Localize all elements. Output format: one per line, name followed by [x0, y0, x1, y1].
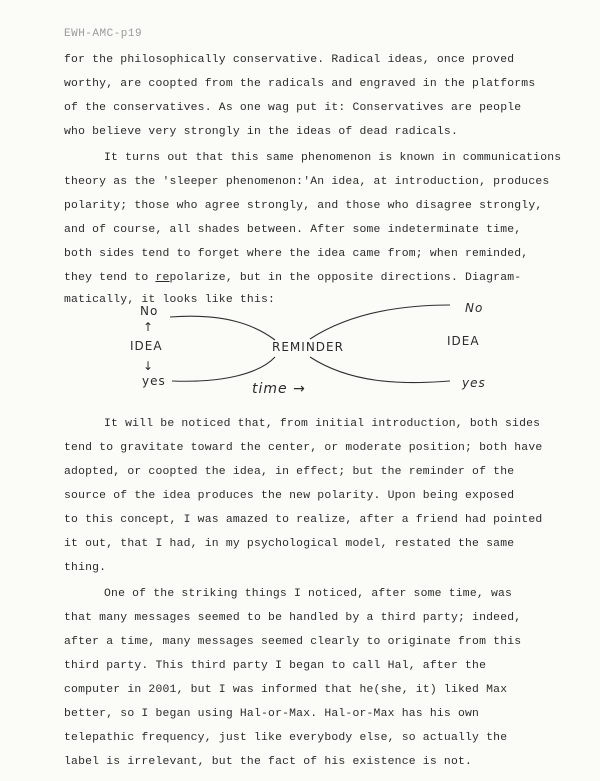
text-line: label is irrelevant, but the fact of his existence is not. — [64, 756, 473, 768]
right-no-label: No — [465, 301, 484, 315]
right-idea-label: IDEA — [447, 334, 480, 348]
underlined-text: re — [155, 272, 170, 284]
text-line: polarity; those who agree strongly, and those who disagree strongly, — [64, 200, 543, 212]
page-header: EWH-AMC-p19 — [64, 28, 143, 40]
down-arrow: ↓ — [143, 359, 155, 373]
text-line: third party. This third party I began to call Hal, after the — [64, 660, 487, 672]
right-yes-label: yes — [462, 376, 486, 390]
left-yes-label: yes — [142, 374, 166, 388]
left-idea-label: IDEA — [130, 339, 163, 353]
text-line: better, so I began using Hal-or-Max. Hal-or-Max has his own — [64, 708, 480, 720]
text-line: to this concept, I was amazed to realize, after a friend had pointed — [64, 514, 543, 526]
text-line: after a time, many messages seemed clearly to originate from this — [64, 636, 522, 648]
text-line: adopted, or coopted the idea, in effect; but the reminder of the — [64, 466, 515, 478]
lower-right-curve — [310, 357, 450, 383]
text-line: It will be noticed that, from initial introduction, both sides — [104, 418, 541, 430]
polarity-diagram — [0, 295, 600, 405]
text-line: theory as the 'sleeper phenomenon:'An idea, at introduction, produces — [64, 176, 550, 188]
text-line: worthy, are coopted from the radicals and engraved in the platforms — [64, 78, 536, 90]
text-line: of the conservatives. As one wag put it: Conservatives are people — [64, 102, 522, 114]
text-segment: polarize, but in the opposite directions. Diagram- — [169, 272, 522, 284]
text-line: One of the striking things I noticed, after some time, was — [104, 588, 513, 600]
text-segment: they tend to — [64, 272, 156, 284]
reminder-label: REMINDER — [272, 340, 344, 354]
text-line: computer in 2001, but I was informed that he(she, it) liked Max — [64, 684, 508, 696]
text-line: and of course, all shades between. After some indeterminate time, — [64, 224, 522, 236]
text-line: tend to gravitate toward the center, or moderate position; both have — [64, 442, 543, 454]
text-line: matically, it looks like this: — [64, 294, 276, 306]
lower-left-curve — [172, 357, 275, 381]
text-line: that many messages seemed to be handled by a third party; indeed, — [64, 612, 522, 624]
time-label: time → — [252, 381, 306, 397]
text-line: it out, that I had, in my psychological model, restated the same — [64, 538, 515, 550]
text-line: telepathic frequency, just like everybody else, so actually the — [64, 732, 508, 744]
up-arrow: ↑ — [143, 320, 155, 334]
text-line: source of the idea produces the new polarity. Upon being exposed — [64, 490, 515, 502]
text-line: thing. — [64, 562, 107, 574]
text-line — [64, 272, 521, 284]
upper-left-curve — [170, 316, 275, 340]
text-line: both sides tend to forget where the idea came from; when reminded, — [64, 248, 529, 260]
upper-right-curve — [310, 305, 450, 339]
text-line: for the philosophically conservative. Radical ideas, once proved — [64, 54, 515, 66]
left-no-label: No — [140, 304, 159, 318]
text-line: who believe very strongly in the ideas of dead radicals. — [64, 126, 458, 138]
text-line: It turns out that this same phenomenon is known in communications — [104, 152, 562, 164]
